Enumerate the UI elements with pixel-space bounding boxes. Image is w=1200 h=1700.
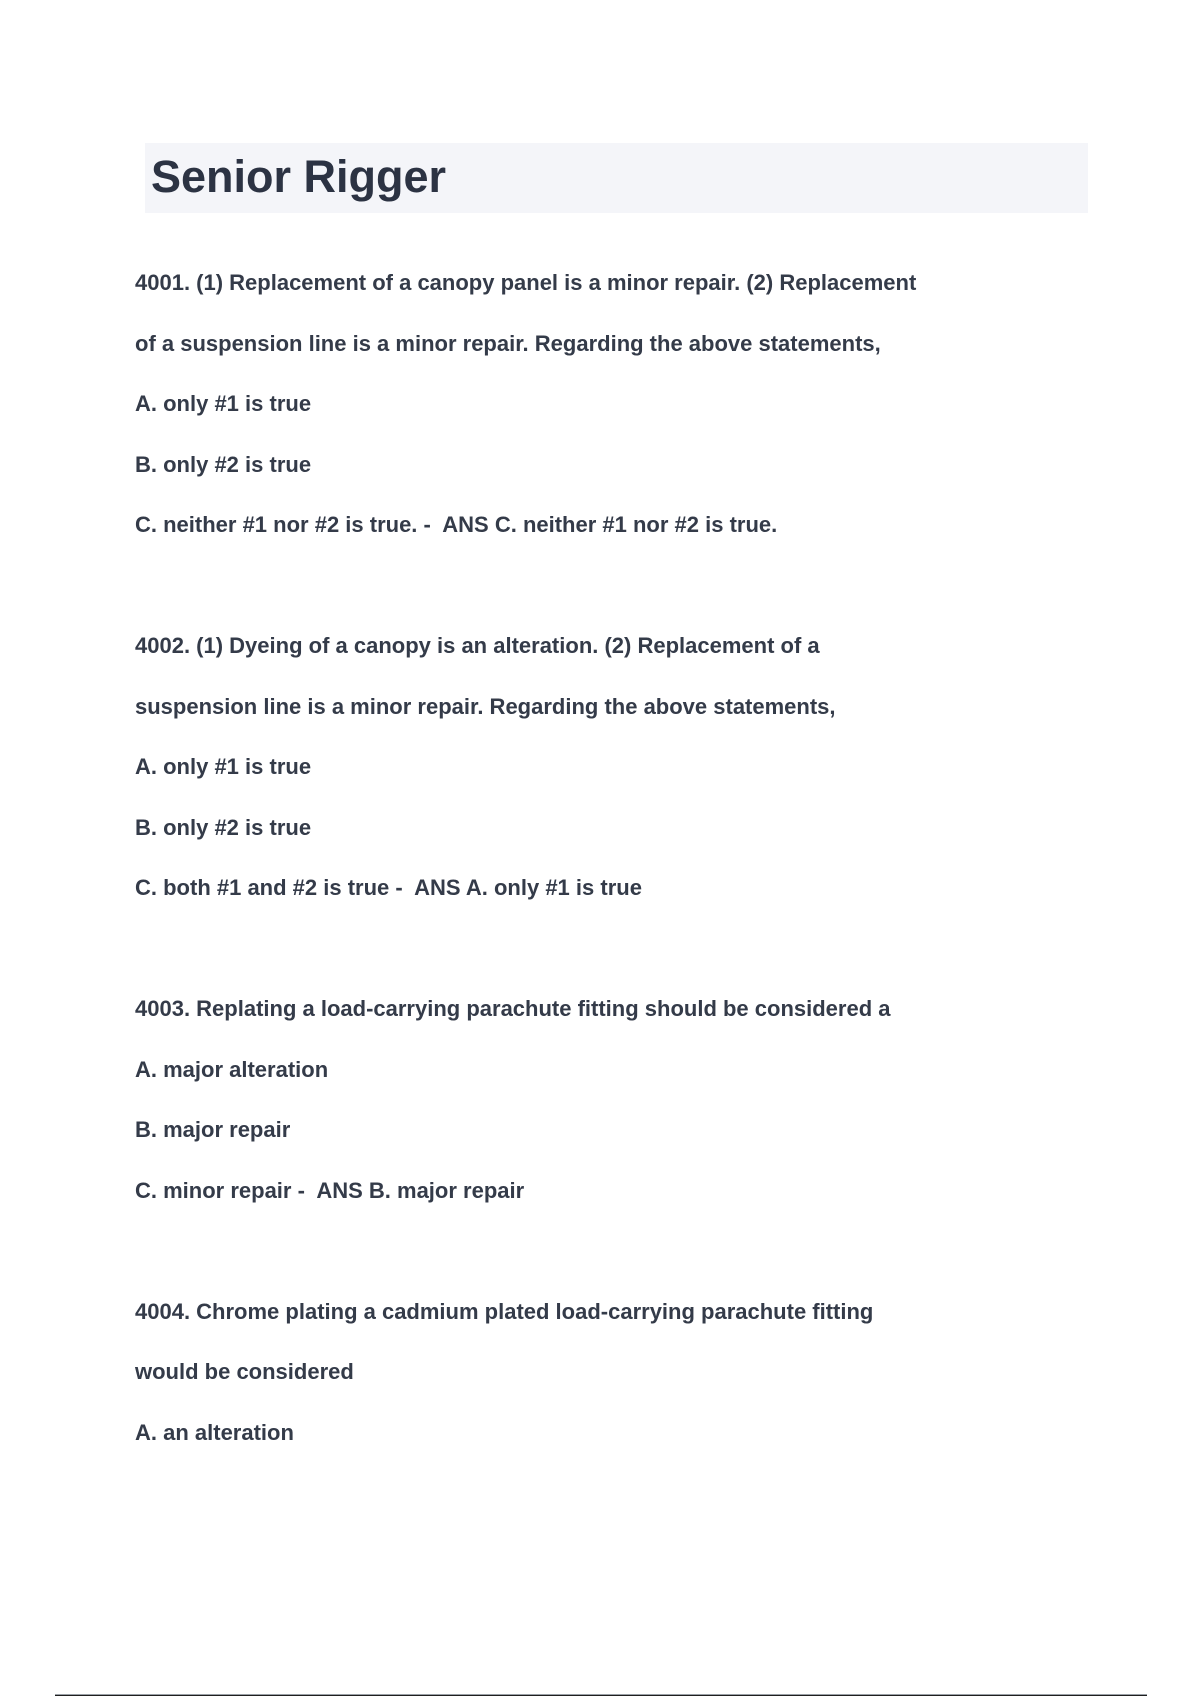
page-bottom-divider: [55, 1694, 1147, 1696]
question-4004-text-line-1: 4004. Chrome plating a cadmium plated load-carrying parachute fitting: [135, 1298, 874, 1324]
question-4004-option-a: A. an alteration: [135, 1419, 294, 1445]
question-4001-text-line-2: of a suspension line is a minor repair. Regarding the above statements,: [135, 330, 881, 356]
question-4001: [135, 253, 1145, 556]
question-4004-text-line-2: would be considered: [135, 1359, 354, 1384]
question-4002-option-a: A. only #1 is true: [135, 754, 312, 779]
question-4004: [135, 1282, 1145, 1464]
question-4003-option-c-answer: C. minor repair - ANS B. major repair: [135, 1177, 525, 1203]
question-4001-option-a: A. only #1 is true: [135, 391, 312, 416]
question-4002-text-line-1: 4002. (1) Dyeing of a canopy is an alteration. (2) Replacement of a: [135, 633, 820, 658]
question-4003: [135, 979, 1145, 1221]
question-4001-option-b: B. only #2 is true: [135, 451, 312, 477]
question-4003-text-line-1: 4003. Replating a load-carrying parachute fitting should be considered a: [135, 996, 891, 1021]
page-title-bar: [145, 143, 1088, 213]
question-4001-text-line-1: 4001. (1) Replacement of a canopy panel is a minor repair. (2) Replacement: [135, 270, 917, 295]
questions-list: [135, 253, 1145, 1524]
question-4003-option-b: B. major repair: [135, 1117, 291, 1142]
question-4002-text-line-2: suspension line is a minor repair. Regarding the above statements,: [135, 693, 836, 719]
question-4002: [135, 616, 1145, 919]
question-4002-option-c-answer: C. both #1 and #2 is true - ANS A. only #1 is true: [135, 875, 642, 900]
question-4003-option-a: A. major alteration: [135, 1056, 329, 1082]
question-4002-option-b: B. only #2 is true: [135, 814, 312, 840]
page-title: Senior Rigger: [151, 151, 447, 202]
question-4001-option-c-answer: C. neither #1 nor #2 is true. - ANS C. neither #1 nor #2 is true.: [135, 512, 778, 537]
